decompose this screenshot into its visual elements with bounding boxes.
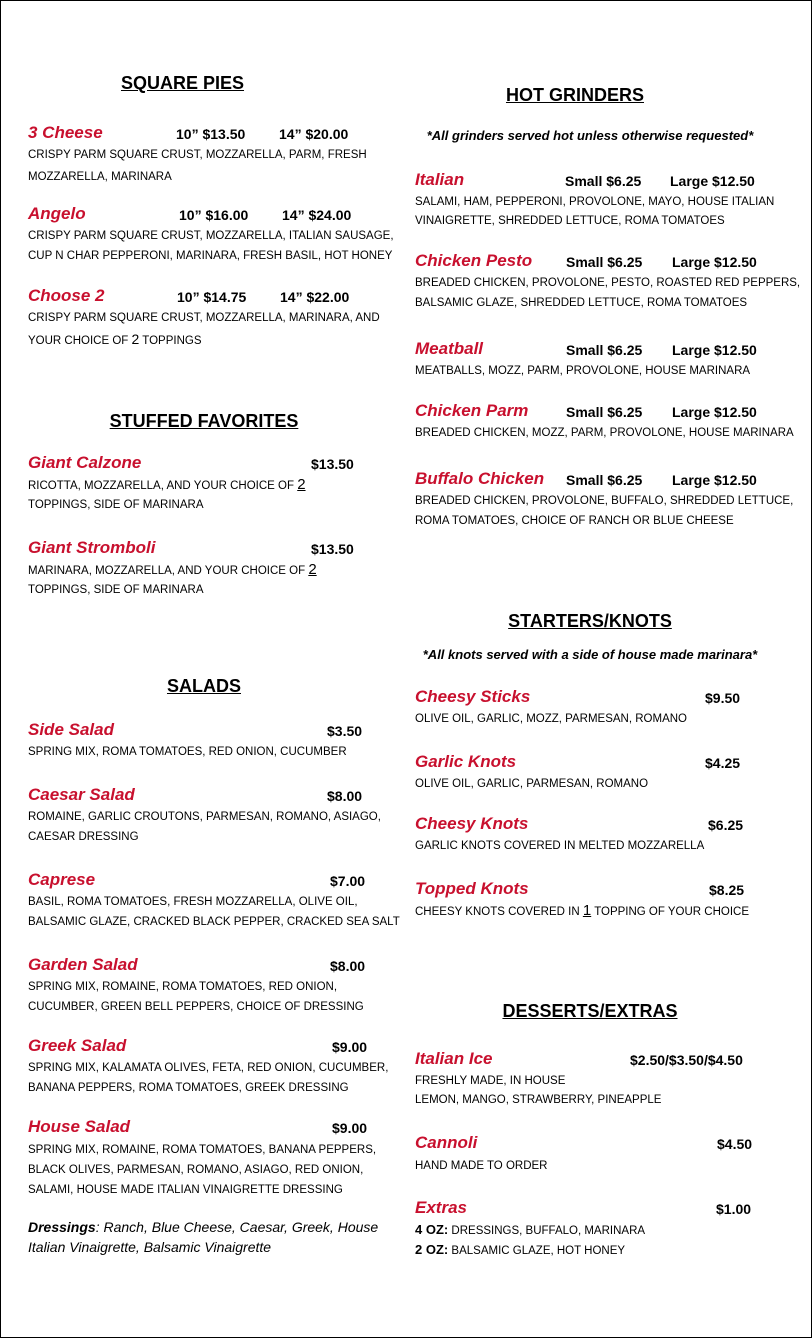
item-price: $9.50 bbox=[705, 690, 741, 706]
item-price-14: 14” $20.00 bbox=[279, 126, 349, 142]
item-description: BREADED CHICKEN, PROVOLONE, BUFFALO, SHREDDED LETTUCE, bbox=[415, 495, 794, 507]
item-price: $9.00 bbox=[332, 1039, 368, 1055]
item-description: CRISPY PARM SQUARE CRUST, MOZZARELLA, MARINARA, AND bbox=[28, 312, 380, 324]
item-name: Chicken Parm bbox=[415, 401, 529, 420]
item-name: House Salad bbox=[28, 1117, 131, 1136]
item-price: $4.25 bbox=[705, 755, 741, 771]
item-description: BREADED CHICKEN, PROVOLONE, PESTO, ROASTED RED PEPPERS, bbox=[415, 277, 801, 289]
item-price: $2.50/$3.50/$4.50 bbox=[630, 1052, 743, 1068]
item-name: Giant Calzone bbox=[28, 453, 142, 472]
item-name: Buffalo Chicken bbox=[415, 469, 545, 488]
item-price-small: Small $6.25 bbox=[566, 342, 643, 358]
item-description: SALAMI, HOUSE MADE ITALIAN VINAIGRETTE DRESSING bbox=[28, 1184, 343, 1196]
item-name: Garlic Knots bbox=[415, 752, 517, 771]
dressings-note: Dressings: Ranch, Blue Cheese, Caesar, Greek, House Italian Vinaigrette, Balsamic Vinaigrette bbox=[28, 1219, 379, 1255]
item-description: CUP N CHAR PEPPERONI, MARINARA, FRESH BASIL, HOT HONEY bbox=[28, 250, 393, 262]
item-price: $9.00 bbox=[332, 1120, 368, 1136]
item-name: Choose 2 bbox=[28, 286, 105, 305]
item-name: Greek Salad bbox=[28, 1036, 127, 1055]
item-price-large: Large $12.50 bbox=[672, 472, 757, 488]
item-description: SPRING MIX, ROMAINE, ROMA TOMATOES, RED ONION, bbox=[28, 981, 338, 993]
item-description: OLIVE OIL, GARLIC, PARMESAN, ROMANO bbox=[415, 778, 649, 790]
item-description: BLACK OLIVES, PARMESAN, ROMANO, ASIAGO, RED ONION, bbox=[28, 1164, 364, 1176]
item-description: GARLIC KNOTS COVERED IN MELTED MOZZARELLA bbox=[415, 840, 705, 852]
item-name: Extras bbox=[415, 1198, 467, 1217]
item-name: Cheesy Knots bbox=[415, 814, 529, 833]
item-name: Caprese bbox=[28, 870, 96, 889]
item-description: OLIVE OIL, GARLIC, MOZZ, PARMESAN, ROMANO bbox=[415, 713, 687, 725]
item-name: Cheesy Sticks bbox=[415, 687, 531, 706]
item-price-small: Small $6.25 bbox=[566, 472, 643, 488]
item-name: Cannoli bbox=[415, 1133, 478, 1152]
item-price-large: Large $12.50 bbox=[672, 342, 757, 358]
item-description: 4 OZ: DRESSINGS, BUFFALO, MARINARA bbox=[415, 1222, 646, 1237]
section-title-square-pies: SQUARE PIES bbox=[120, 73, 245, 93]
item-price: $7.00 bbox=[330, 873, 366, 889]
section-title-salads: SALADS bbox=[166, 676, 241, 696]
item-name: Italian Ice bbox=[415, 1049, 493, 1068]
item-description: MEATBALLS, MOZZ, PARM, PROVOLONE, HOUSE MARINARA bbox=[415, 365, 751, 377]
item-description: ROMAINE, GARLIC CROUTONS, PARMESAN, ROMANO, ASIAGO, bbox=[28, 811, 381, 823]
item-description: TOPPINGS, SIDE OF MARINARA bbox=[28, 584, 204, 596]
section-title-starters-knots: STARTERS/KNOTS bbox=[508, 611, 672, 631]
item-description: SALAMI, HAM, PEPPERONI, PROVOLONE, MAYO, HOUSE ITALIAN bbox=[415, 196, 775, 208]
item-description: SPRING MIX, ROMAINE, ROMA TOMATOES, BANANA PEPPERS, bbox=[28, 1144, 377, 1156]
item-price-large: Large $12.50 bbox=[672, 254, 757, 270]
item-price: $8.00 bbox=[330, 958, 366, 974]
item-description: BREADED CHICKEN, MOZZ, PARM, PROVOLONE, HOUSE MARINARA bbox=[415, 427, 794, 439]
item-price-10: 10” $13.50 bbox=[176, 126, 246, 142]
item-price: $13.50 bbox=[311, 541, 354, 557]
item-description: 2 OZ: BALSAMIC GLAZE, HOT HONEY bbox=[415, 1242, 626, 1257]
item-price: $4.50 bbox=[717, 1136, 753, 1152]
section-title-stuffed-favorites: STUFFED FAVORITES bbox=[109, 411, 299, 431]
item-name: 3 Cheese bbox=[28, 123, 103, 142]
grinders-note: *All grinders served hot unless otherwise requested* bbox=[426, 128, 754, 143]
item-price-small: Small $6.25 bbox=[565, 173, 642, 189]
item-description: CAESAR DRESSING bbox=[28, 831, 139, 843]
item-name: Angelo bbox=[28, 204, 86, 223]
item-description: FRESHLY MADE, IN HOUSE bbox=[415, 1075, 566, 1087]
item-price-large: Large $12.50 bbox=[670, 173, 755, 189]
item-description: BASIL, ROMA TOMATOES, FRESH MOZZARELLA, OLIVE OIL, bbox=[28, 896, 358, 908]
item-description: CHEESY KNOTS COVERED IN 1 TOPPING OF YOUR CHOICE bbox=[415, 902, 750, 919]
item-description: RICOTTA, MOZZARELLA, AND YOUR CHOICE OF 2 bbox=[28, 476, 306, 493]
item-price: $6.25 bbox=[708, 817, 744, 833]
item-price: $8.00 bbox=[327, 788, 363, 804]
item-description: MARINARA, MOZZARELLA, AND YOUR CHOICE OF 2 bbox=[28, 561, 317, 578]
item-price-small: Small $6.25 bbox=[566, 404, 643, 420]
item-description: HAND MADE TO ORDER bbox=[415, 1160, 548, 1172]
item-price-10: 10” $16.00 bbox=[179, 207, 249, 223]
item-name: Italian bbox=[415, 170, 465, 189]
item-description: CUCUMBER, GREEN BELL PEPPERS, CHOICE OF DRESSING bbox=[28, 1001, 364, 1013]
item-price-10: 10” $14.75 bbox=[177, 289, 247, 305]
item-name: Topped Knots bbox=[415, 879, 529, 898]
item-price-14: 14” $22.00 bbox=[280, 289, 350, 305]
item-description: TOPPINGS, SIDE OF MARINARA bbox=[28, 499, 204, 511]
item-price: $13.50 bbox=[311, 456, 354, 472]
item-description: BALSAMIC GLAZE, SHREDDED LETTUCE, ROMA TOMATOES bbox=[415, 297, 748, 309]
item-price-large: Large $12.50 bbox=[672, 404, 757, 420]
section-title-desserts-extras: DESSERTS/EXTRAS bbox=[502, 1001, 678, 1021]
item-description: LEMON, MANGO, STRAWBERRY, PINEAPPLE bbox=[415, 1094, 662, 1106]
item-price: $8.25 bbox=[709, 882, 745, 898]
item-description: BALSAMIC GLAZE, CRACKED BLACK PEPPER, CRACKED SEA SALT bbox=[28, 916, 400, 928]
item-description: CRISPY PARM SQUARE CRUST, MOZZARELLA, ITALIAN SAUSAGE, bbox=[28, 230, 394, 242]
item-description: BANANA PEPPERS, ROMA TOMATOES, GREEK DRESSING bbox=[28, 1082, 349, 1094]
item-price-14: 14” $24.00 bbox=[282, 207, 352, 223]
item-name: Side Salad bbox=[28, 720, 114, 739]
item-price: $3.50 bbox=[327, 723, 363, 739]
item-name: Giant Stromboli bbox=[28, 538, 156, 557]
item-description: YOUR CHOICE OF 2 TOPPINGS bbox=[28, 331, 202, 347]
item-description: CRISPY PARM SQUARE CRUST, MOZZARELLA, PARM, FRESH bbox=[28, 149, 367, 161]
item-description: ROMA TOMATOES, CHOICE OF RANCH OR BLUE CHEESE bbox=[415, 515, 734, 527]
item-price: $1.00 bbox=[716, 1201, 752, 1217]
item-description: MOZZARELLA, MARINARA bbox=[28, 171, 172, 183]
item-description: VINAIGRETTE, SHREDDED LETTUCE, ROMA TOMATOES bbox=[415, 215, 725, 227]
starters-note: *All knots served with a side of house made marinara* bbox=[422, 647, 758, 662]
item-name: Caesar Salad bbox=[28, 785, 135, 804]
item-name: Garden Salad bbox=[28, 955, 138, 974]
item-description: SPRING MIX, ROMA TOMATOES, RED ONION, CUCUMBER bbox=[28, 746, 347, 758]
section-title-hot-grinders: HOT GRINDERS bbox=[505, 85, 644, 105]
item-name: Chicken Pesto bbox=[415, 251, 533, 270]
item-description: SPRING MIX, KALAMATA OLIVES, FETA, RED ONION, CUCUMBER, bbox=[28, 1062, 389, 1074]
item-price-small: Small $6.25 bbox=[566, 254, 643, 270]
item-name: Meatball bbox=[415, 339, 484, 358]
